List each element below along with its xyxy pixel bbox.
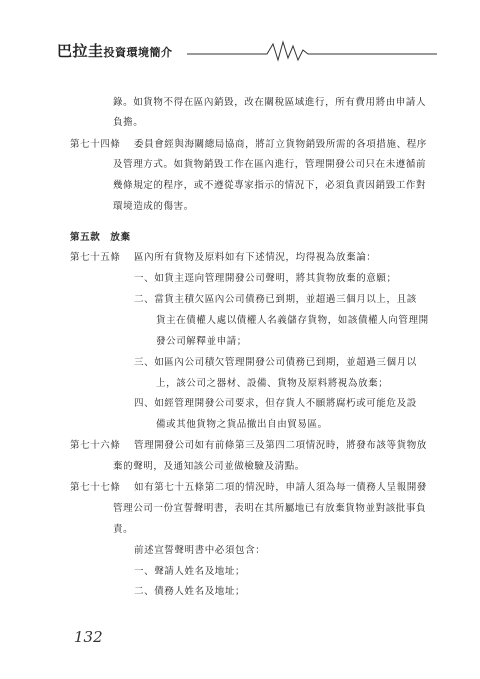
list-item: 一、如貨主逕向管理開發公司聲明，將其貨物放棄的意願；: [134, 273, 397, 284]
paragraph-line: 管理開發公司如有前條第三及第四二項情況時，將發布該等貨物放: [134, 440, 427, 451]
paragraph-line: 如有第七十五條第二項的情況時，申請人須為每一債務人呈報開發: [134, 482, 427, 493]
article-number: 第七十七條: [70, 482, 121, 493]
list-item: 一、聲請人姓名及地址；: [134, 566, 246, 577]
paragraph-line: 棄的聲明，及通知該公司並做檢驗及清點。: [113, 461, 305, 472]
list-item-continuation: 備或其他貨物之貨品撤出自由貿易區。: [156, 419, 328, 430]
paragraph-line: 責。: [113, 524, 134, 535]
list-item: 二、當貨主積欠區內公司債務已到期，並超過三個月以上，且該: [134, 294, 417, 305]
list-item-continuation: 發公司解釋並申請；: [156, 336, 247, 347]
article-number: 第七十六條: [70, 440, 121, 451]
header-title-main: 巴拉圭: [57, 42, 104, 60]
paragraph-line: 錄。如貨物不得在區內銷毀，改在關稅區域進行，所有費用將由申請人: [113, 97, 427, 108]
list-item: 三、如區內公司積欠管理開發公司債務已到期，並超過三個月以: [134, 357, 417, 368]
paragraph-line: 前述宣誓聲明書中必須包含：: [134, 545, 266, 556]
article-number: 第七十五條: [70, 252, 121, 263]
paragraph-line: 區內所有貨物及原料如有下述情況，均得視為放棄論：: [134, 252, 377, 263]
list-item: 二、債務人姓名及地址；: [134, 586, 246, 597]
header-title-sub: 投資環境簡介: [103, 46, 173, 59]
paragraph-line: 幾條規定的程序，或不遵從專家指示的情況下，必須負責因銷毀工作對: [113, 180, 427, 191]
list-item-continuation: 上，該公司之器材、設備、貨物及原料將視為放棄；: [156, 378, 389, 389]
paragraph-line: 環境造成的傷害。: [113, 201, 194, 212]
paragraph-line: 負擔。: [113, 117, 144, 128]
page-number: 132: [74, 628, 103, 646]
paragraph-line: 委員會經與海關總局協商，將訂立貨物銷毀所需的各項措施、程序: [134, 139, 427, 150]
article-number: 第七十四條: [70, 139, 121, 150]
paragraph-line: 及管理方式。如貨物銷毀工作在區內進行，管理開發公司只在未遵循前: [113, 159, 427, 170]
section-heading: 第五款 放棄: [70, 232, 131, 243]
list-item-continuation: 貨主在債權人處以債權人名義儲存貨物，如該債權人向管理開: [156, 315, 429, 326]
paragraph-line: 管理公司一份宣誓聲明書，表明在其所屬地已有放棄貨物並對該批事負: [113, 503, 427, 514]
list-item: 四、如經管理開發公司要求，但存貨人不願將腐朽或可能危及設: [134, 398, 417, 409]
